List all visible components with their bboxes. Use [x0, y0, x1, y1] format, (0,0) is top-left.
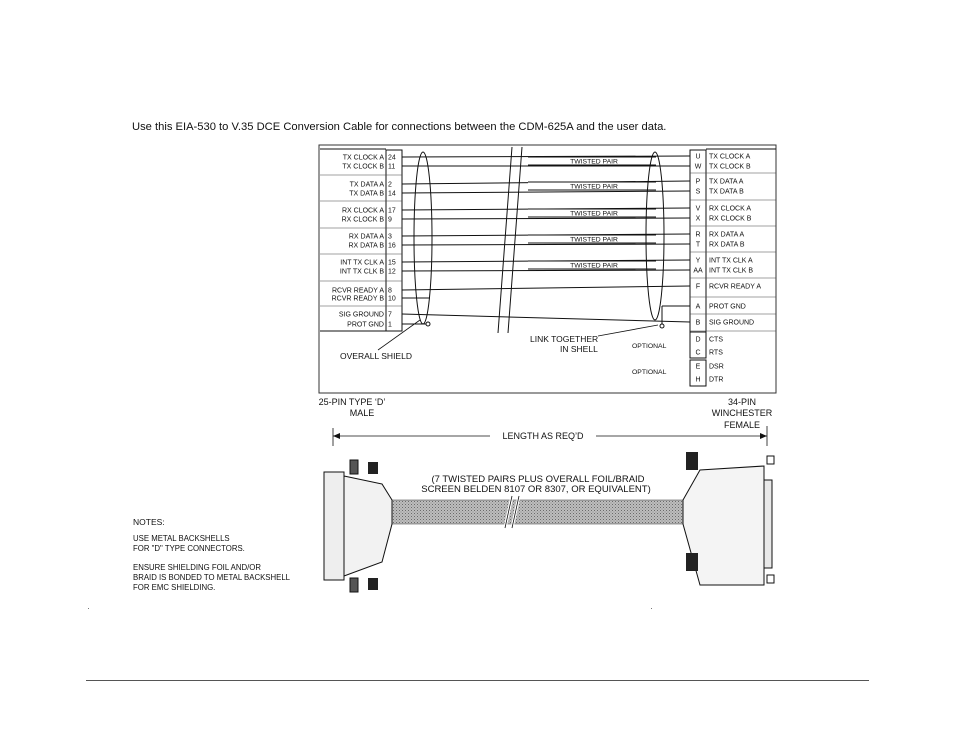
- winchester-face: [764, 480, 772, 568]
- right-pin-letter: B: [695, 319, 701, 327]
- cable-jacket: [388, 500, 683, 524]
- note-2-line-2: BRAID IS BONDED TO METAL BACKSHELL: [133, 573, 290, 582]
- left-pin-label: RX CLOCK B: [341, 216, 384, 224]
- twisted-pair-label: TWISTED PAIR: [570, 236, 618, 244]
- d-jackscrew-bottom: [350, 578, 358, 592]
- d-screw-bottom: [368, 578, 378, 590]
- right-pin-letter: A: [695, 303, 701, 311]
- left-pin-number: 7: [388, 311, 392, 319]
- right-pin-letter: X: [695, 215, 701, 223]
- right-pin-letter: W: [694, 163, 702, 171]
- right-pin-label: DSR: [709, 363, 724, 371]
- length-label: LENGTH AS REQ’D: [502, 431, 584, 441]
- left-pin-number: 2: [388, 181, 392, 189]
- footer-rule: [86, 680, 869, 681]
- left-pin-number: 16: [388, 242, 396, 250]
- wire-rcvr-ready-a: [402, 286, 690, 290]
- page-mark: [88, 608, 89, 609]
- left-pin-label: RX CLOCK A: [341, 207, 384, 215]
- notes-heading: NOTES:: [133, 517, 165, 527]
- right-pin-letter: T: [695, 241, 701, 249]
- left-pin-label: TX CLOCK B: [342, 163, 384, 171]
- link-together-label: LINK TOGETHER: [530, 334, 599, 344]
- length-arrow-left: [333, 433, 340, 439]
- right-pin-letter: D: [695, 336, 701, 344]
- d-screw-top: [368, 462, 378, 474]
- left-connector-sex: MALE: [349, 408, 375, 418]
- left-pin-number: 11: [388, 163, 396, 171]
- wiring-schematic: [319, 145, 776, 430]
- right-pin-letter: V: [695, 205, 701, 213]
- left-pin-label: TX DATA A: [349, 181, 384, 189]
- right-pin-letter: E: [695, 363, 701, 371]
- twisted-pair-label: TWISTED PAIR: [570, 210, 618, 218]
- left-pin-label: INT TX CLK A: [340, 259, 384, 267]
- optional-label-1: OPTIONAL: [632, 343, 667, 350]
- left-pin-number: 9: [388, 216, 392, 224]
- d-connector-shell: [324, 472, 344, 580]
- shield-terminal: [426, 322, 430, 326]
- optional-label-2: OPTIONAL: [632, 369, 667, 376]
- left-pin-number: 12: [388, 268, 396, 276]
- right-pin-label: RTS: [709, 349, 723, 357]
- left-pin-label: INT TX CLK B: [339, 268, 384, 276]
- link-terminal: [660, 324, 664, 328]
- wire-sig-ground: [402, 314, 690, 322]
- left-pin-label: TX CLOCK A: [342, 154, 384, 162]
- right-pin-letter: F: [695, 283, 701, 291]
- left-connector-type: 25-PIN TYPE ‘D’: [318, 397, 386, 407]
- right-pin-label: RX CLOCK A: [709, 205, 752, 213]
- left-pin-number: 3: [388, 233, 392, 241]
- right-pin-label: TX CLOCK B: [709, 163, 751, 171]
- intro-text: Use this EIA-530 to V.35 DCE Conversion Cable for connections between the CDM-625A and the user data.: [132, 121, 667, 133]
- winchester-screw-bottom: [686, 553, 698, 571]
- winchester-screw-top: [686, 452, 698, 470]
- left-pin-number: 14: [388, 190, 396, 198]
- left-pin-number: 15: [388, 259, 396, 267]
- right-pin-label: CTS: [709, 336, 723, 344]
- right-connector-sex: FEMALE: [723, 420, 761, 430]
- right-pin-label: TX DATA A: [709, 178, 744, 186]
- d-jackscrew-top: [350, 460, 358, 474]
- left-pin-number: 8: [388, 287, 392, 295]
- note-1-line-1: USE METAL BACKSHELLS: [133, 534, 230, 543]
- right-pin-letter: H: [695, 376, 701, 384]
- right-pin-label: RCVR READY A: [709, 283, 761, 291]
- note-2-line-1: ENSURE SHIELDING FOIL AND/OR: [133, 563, 261, 572]
- cable-break: [498, 147, 522, 333]
- wire: [402, 218, 690, 219]
- left-pin-number: 17: [388, 207, 396, 215]
- right-pin-letter: P: [695, 178, 701, 186]
- right-pin-label: RX DATA B: [709, 241, 745, 249]
- left-pin-label: SIG GROUND: [338, 311, 384, 319]
- note-1-line-2: FOR "D" TYPE CONNECTORS.: [133, 544, 245, 553]
- right-connector-pins: 34-PIN: [727, 397, 757, 407]
- winchester-tab-top: [767, 456, 774, 464]
- left-pin-number: 24: [388, 154, 396, 162]
- link-together-label: IN SHELL: [560, 344, 598, 354]
- right-pin-label: SIG GROUND: [709, 319, 755, 327]
- right-pin-letter: R: [695, 231, 701, 239]
- note-2-line-3: FOR EMC SHIELDING.: [133, 583, 216, 592]
- right-pin-label: RX DATA A: [709, 231, 745, 239]
- twisted-pair-label: TWISTED PAIR: [570, 158, 618, 166]
- left-pin-number: 1: [388, 321, 392, 329]
- d-connector-backshell: [344, 476, 392, 576]
- overall-shield-label: OVERALL SHIELD: [340, 351, 412, 361]
- twisted-pair-label: TWISTED PAIR: [570, 262, 618, 270]
- right-pin-label: TX CLOCK A: [709, 153, 751, 161]
- link-leader: [598, 325, 658, 336]
- left-pin-label: RCVR READY A: [332, 287, 384, 295]
- left-pin-block: [386, 150, 402, 331]
- right-pin-label: INT TX CLK B: [709, 267, 754, 275]
- shield-leader: [378, 320, 420, 350]
- left-pin-label: TX DATA B: [349, 190, 384, 198]
- right-pin-letter: AA: [693, 267, 703, 275]
- right-pin-letter: U: [695, 153, 701, 161]
- right-connector-type: WINCHESTER: [711, 408, 773, 418]
- cable-spec-line-2: SCREEN BELDEN 8107 OR 8307, OR EQUIVALENT): [421, 484, 651, 495]
- winchester-tab-bottom: [767, 575, 774, 583]
- right-pin-letter: Y: [695, 257, 701, 265]
- left-pin-label: RX DATA B: [348, 242, 384, 250]
- left-pin-number: 10: [388, 295, 396, 303]
- right-pin-letter: S: [695, 188, 701, 196]
- right-pin-label: PROT GND: [709, 303, 746, 311]
- left-pin-label: RCVR READY B: [331, 295, 384, 303]
- wire: [402, 244, 690, 245]
- left-pin-label: PROT GND: [347, 321, 384, 329]
- twisted-pair-label: TWISTED PAIR: [570, 183, 618, 191]
- left-pin-label: RX DATA A: [348, 233, 384, 241]
- right-pin-label: INT TX CLK A: [709, 257, 753, 265]
- right-pin-letter: C: [695, 349, 701, 357]
- page-mark: [651, 608, 652, 609]
- right-pin-label: TX DATA B: [709, 188, 744, 196]
- cable-spec-line-1: (7 TWISTED PAIRS PLUS OVERALL FOIL/BRAID: [431, 474, 645, 485]
- right-pin-label: DTR: [709, 376, 724, 384]
- length-arrow-right: [760, 433, 767, 439]
- cable-drawing: [133, 426, 774, 592]
- right-pin-label: RX CLOCK B: [709, 215, 752, 223]
